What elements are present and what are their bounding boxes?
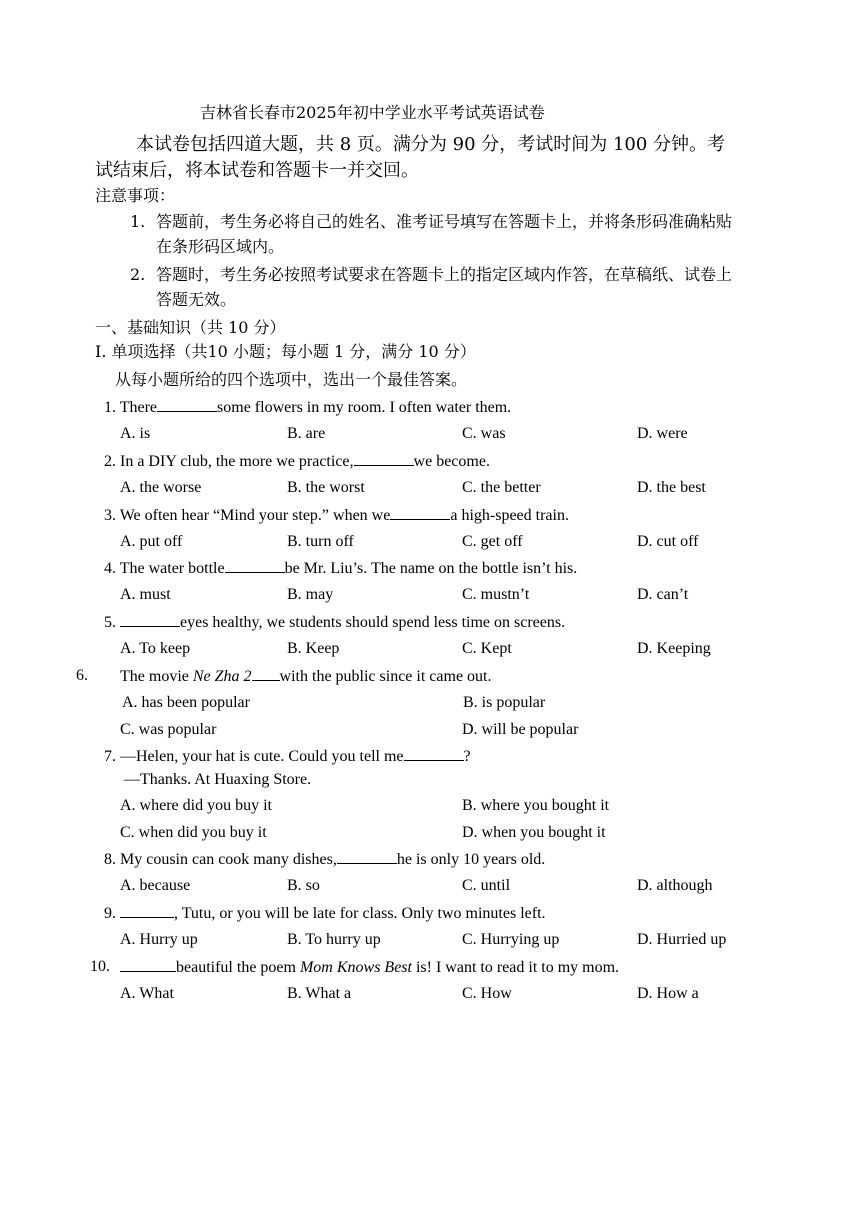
section-heading: 一、基础知识（共 10 分） [95, 318, 286, 337]
part-instruction: 从每小题所给的四个选项中，选出一个最佳答案。 [115, 370, 468, 389]
option-b: B. is popular [463, 694, 546, 711]
question-number: 5. [104, 614, 116, 631]
stem-text: is! I want to read it to my mom. [411, 959, 620, 976]
option-c: C. when did you buy it [120, 824, 267, 841]
question-stem [120, 956, 619, 979]
option-d: D. How a [637, 985, 699, 1002]
note-number: 2. [130, 265, 146, 284]
option-d: D. were [637, 425, 688, 442]
option-b: B. the worst [287, 479, 365, 496]
option-b: B. may [287, 586, 334, 603]
intro-line-1: 本试卷包括四道大题，共 8 页。满分为 90 分，考试时间为 100 分钟。考 [136, 134, 726, 155]
stem-text: eyes healthy, we students should spend less time on screens. [180, 614, 566, 631]
option-b: B. To hurry up [287, 931, 381, 948]
option-b: B. What a [287, 985, 352, 1002]
question-number: 10. [90, 958, 110, 975]
question-stem [104, 745, 471, 768]
note-text: 答题前，考生务必将自己的姓名、准考证号填写在答题卡上，并将条形码准确粘贴 [156, 212, 733, 231]
option-c: C. until [462, 877, 511, 894]
answer-blank [120, 611, 180, 627]
option-a: A. Hurry up [120, 931, 198, 948]
question-number: 2. [104, 453, 116, 470]
exam-title: 吉林省长春市2025年初中学业水平考试英语试卷 [200, 103, 545, 122]
option-c: C. mustn’t [462, 586, 530, 603]
option-c: C. How [462, 985, 512, 1002]
option-a: A. because [120, 877, 191, 894]
answer-blank [252, 665, 280, 681]
stem-text: My cousin can cook many dishes, [120, 851, 337, 868]
intro-line-2: 试结束后，将本试卷和答题卡一并交回。 [95, 160, 419, 181]
option-b: B. Keep [287, 640, 340, 657]
stem-text: be Mr. Liu’s. The name on the bottle isn’t his. [284, 560, 578, 577]
question-number: 8. [104, 851, 116, 868]
option-a: A. is [120, 425, 151, 442]
question-stem [104, 396, 511, 419]
question-number: 3. [104, 507, 116, 524]
question-number: 1. [104, 399, 116, 416]
question-stem [104, 450, 490, 473]
option-d: D. Hurried up [637, 931, 727, 948]
stem-text: ? [463, 748, 471, 765]
question-stem [104, 902, 546, 925]
part-title: I. 单项选择（共10 小题；每小题 1 分，满分 10 分） [95, 342, 476, 361]
option-c: C. get off [462, 533, 523, 550]
poem-title: Mom Knows Best [299, 959, 412, 976]
question-number: 6. [76, 667, 88, 684]
stem-text: There [119, 399, 158, 416]
notes-heading: 注意事项： [95, 186, 176, 205]
option-c: C. was popular [120, 721, 217, 738]
option-d: D. when you bought it [462, 824, 606, 841]
stem-text: We often hear “Mind your step.” when we [119, 507, 391, 524]
stem-text: , Tutu, or you will be late for class. Only two minutes left. [174, 905, 546, 922]
option-c: C. the better [462, 479, 541, 496]
stem-text: a high-speed train. [450, 507, 569, 524]
stem-text: with the public since it came out. [279, 668, 492, 685]
note-text: 答题时，考生务必按照考试要求在答题卡上的指定区域内作答，在草稿纸、试卷上 [156, 265, 733, 284]
question-number: 7. [104, 748, 116, 765]
option-a: A. To keep [120, 640, 191, 657]
answer-blank [404, 745, 464, 761]
option-d: D. the best [637, 479, 706, 496]
stem-text: —Helen, your hat is cute. Could you tell me [120, 748, 404, 765]
option-d: D. will be popular [462, 721, 579, 738]
question-stem [104, 557, 577, 580]
stem-text: we become. [413, 453, 490, 470]
question-stem [120, 665, 492, 688]
option-d: D. Keeping [637, 640, 711, 657]
option-d: D. cut off [637, 533, 699, 550]
option-a: A. the worse [120, 479, 202, 496]
stem-text: he is only 10 years old. [396, 851, 546, 868]
option-a: A. must [120, 586, 171, 603]
option-d: D. although [637, 877, 713, 894]
option-a: A. has been popular [122, 694, 250, 711]
note-text-cont: 在条形码区域内。 [156, 237, 285, 256]
stem-text: In a DIY club, the more we practice, [120, 453, 354, 470]
question-stem [104, 611, 565, 634]
option-c: C. Kept [462, 640, 512, 657]
answer-blank [157, 396, 217, 412]
stem-text: The movie [120, 668, 193, 685]
answer-blank [120, 956, 176, 972]
option-b: B. where you bought it [462, 797, 610, 814]
answer-blank [390, 504, 450, 520]
answer-blank [337, 848, 397, 864]
option-d: D. can’t [637, 586, 689, 603]
note-number: 1. [130, 212, 146, 231]
stem-text: The water bottle [119, 560, 225, 577]
answer-blank [225, 557, 285, 573]
option-b: B. turn off [287, 533, 354, 550]
dialogue-reply: —Thanks. At Huaxing Store. [124, 771, 312, 788]
option-b: B. so [287, 877, 320, 894]
question-number: 9. [104, 905, 116, 922]
option-a: A. What [120, 985, 174, 1002]
option-a: A. put off [120, 533, 183, 550]
option-c: C. Hurrying up [462, 931, 560, 948]
stem-text: some flowers in my room. I often water them. [217, 399, 512, 416]
question-stem [104, 504, 569, 527]
question-number: 4. [104, 560, 116, 577]
question-stem [104, 848, 545, 871]
note-text-cont: 答题无效。 [156, 290, 237, 309]
option-b: B. are [287, 425, 326, 442]
stem-text: beautiful the poem [176, 959, 300, 976]
answer-blank [354, 450, 414, 466]
option-a: A. where did you buy it [120, 797, 272, 814]
answer-blank [120, 902, 174, 918]
movie-title: Ne Zha 2 [192, 668, 252, 685]
option-c: C. was [462, 425, 506, 442]
